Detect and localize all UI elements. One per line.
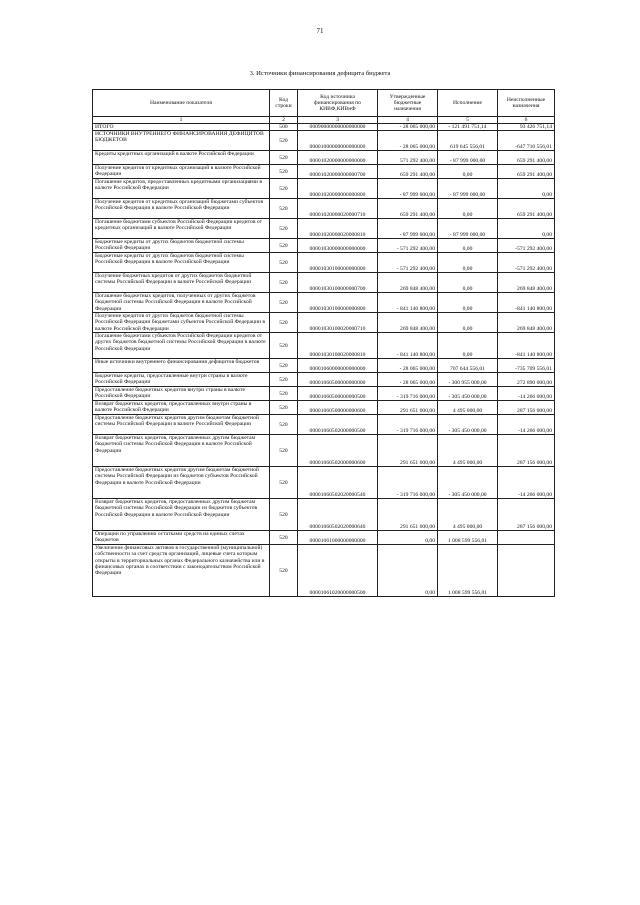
remaining-amount: -647 710 556,01 xyxy=(498,131,555,151)
remaining-amount: -735 709 556,01 xyxy=(498,359,555,373)
executed-amount: 0,00 xyxy=(438,165,498,179)
column-number: 4 xyxy=(378,117,438,124)
indicator-name: Предоставление бюджетных кредитов другим бюджетам бюджетной системы Российской Федерации в валюте Российской Федерации xyxy=(93,415,270,435)
table-row xyxy=(93,467,555,499)
indicator-name: Возврат бюджетных кредитов, предоставленных другим бюджетам бюджетной системы Российской Федерации из бюджетов субъектов Российской Федерации в валюте Российской Федерации xyxy=(93,499,270,531)
approved-amount: 659 291 400,00 xyxy=(378,199,438,219)
source-code: 00001020000020000810 xyxy=(298,219,378,239)
table-row xyxy=(93,531,555,545)
table-row xyxy=(93,401,555,415)
source-code: 00001060000000000000 xyxy=(298,359,378,373)
source-code: 00001030100000000700 xyxy=(298,273,378,293)
remaining-amount: 659 291 400,00 xyxy=(498,199,555,219)
line-code: 520 xyxy=(270,151,298,165)
header-row xyxy=(93,90,555,117)
executed-amount: 4 495 000,00 xyxy=(438,499,498,531)
indicator-name: Увеличение финансовых активов в государственной (муниципальной) собственности за счет средств организаций, лицевые счета которым открыты в территориальных органах Федерального казначейства или в финансовых органах в соответствии с законодательством Российской Федерации xyxy=(93,545,270,597)
section-title: 3. Источники финансирования дефицита бюджета xyxy=(249,70,391,77)
table-row xyxy=(93,165,555,179)
remaining-amount: -571 292 400,00 xyxy=(498,253,555,273)
remaining-amount: 269 848 400,00 xyxy=(498,273,555,293)
executed-amount: - 305 450 000,00 xyxy=(438,387,498,401)
page-number: 71 xyxy=(316,27,324,35)
source-code: 00001060500000000600 xyxy=(298,401,378,415)
table-body xyxy=(93,124,555,597)
source-code: 00001061000000000000 xyxy=(298,531,378,545)
remaining-amount: -841 140 800,00 xyxy=(498,333,555,359)
table-row xyxy=(93,415,555,435)
approved-amount: - 841 140 800,00 xyxy=(378,293,438,313)
remaining-amount xyxy=(498,531,555,545)
indicator-name: Бюджетные кредиты от других бюджетов бюджетной системы Российской Федерации в валюте Российской Федерации xyxy=(93,253,270,273)
indicator-name: Погашение бюджетами субъектов Российской Федерации кредитов от кредитных организаций в валюте Российской Федерации xyxy=(93,219,270,239)
indicator-name: ИТОГО xyxy=(93,124,270,131)
remaining-amount: -14 266 000,00 xyxy=(498,415,555,435)
line-code: 520 xyxy=(270,435,298,467)
line-code: 520 xyxy=(270,415,298,435)
source-code: 00001030100020000810 xyxy=(298,333,378,359)
header-remaining: Неисполненные назначения xyxy=(498,90,555,117)
column-number: 5 xyxy=(438,117,498,124)
executed-amount: - 87 999 000,00 xyxy=(438,151,498,165)
column-number: 3 xyxy=(298,117,378,124)
indicator-name: Погашение бюджетных кредитов, полученных от других бюджетов бюджетной системы Российской Федерации в валюте Российской Федерации xyxy=(93,293,270,313)
executed-amount: - 87 999 000,00 xyxy=(438,219,498,239)
line-code: 520 xyxy=(270,401,298,415)
table-row xyxy=(93,253,555,273)
table-row xyxy=(93,219,555,239)
approved-amount: 571 292 400,00 xyxy=(378,151,438,165)
table-row xyxy=(93,239,555,253)
indicator-name: Получение кредитов от кредитных организаций бюджетами субъектов Российской Федерации в валюте Российской Федерации xyxy=(93,199,270,219)
table-row xyxy=(93,333,555,359)
remaining-amount: 0,00 xyxy=(498,179,555,199)
indicator-name: Получение бюджетных кредитов от других бюджетов бюджетной системы Российской Федерации в валюте Российской Федерации xyxy=(93,273,270,293)
source-code: 00001060502000000600 xyxy=(298,435,378,467)
executed-amount: 4 495 000,00 xyxy=(438,401,498,415)
line-code: 520 xyxy=(270,219,298,239)
line-code: 500 xyxy=(270,124,298,131)
remaining-amount: 659 291 400,00 xyxy=(498,151,555,165)
remaining-amount: 93 426 751,14 xyxy=(498,124,555,131)
header-approved: Утвержденные бюджетные назначения xyxy=(378,90,438,117)
table-row xyxy=(93,373,555,387)
executed-amount: - 300 955 000,00 xyxy=(438,373,498,387)
executed-amount: 0,00 xyxy=(438,253,498,273)
approved-amount: 291 651 000,00 xyxy=(378,401,438,415)
source-code: 00001060502000000500 xyxy=(298,415,378,435)
line-code: 520 xyxy=(270,359,298,373)
header-line-code: Код строки xyxy=(270,90,298,117)
table-row xyxy=(93,273,555,293)
approved-amount: - 87 999 000,00 xyxy=(378,219,438,239)
source-code: 00001060502020000540 xyxy=(298,467,378,499)
indicator-name: Бюджетные кредиты, предоставленные внутри страны в валюте Российской Федерации xyxy=(93,373,270,387)
table-row xyxy=(93,313,555,333)
table-row xyxy=(93,124,555,131)
table-row xyxy=(93,545,555,597)
source-code: 00001030100000000000 xyxy=(298,253,378,273)
approved-amount: 269 848 400,00 xyxy=(378,273,438,293)
indicator-name: Предоставление бюджетных кредитов другим бюджетам бюджетной системы Российской Федерации из бюджетов субъектов Российской Федерации в валюте Российской Федерации xyxy=(93,467,270,499)
budget-deficit-sources-table xyxy=(92,89,555,597)
source-code: 00001061020000000500 xyxy=(298,545,378,597)
remaining-amount: -841 140 800,00 xyxy=(498,293,555,313)
approved-amount: - 28 065 000,00 xyxy=(378,373,438,387)
indicator-name: Иные источники внутреннего финансирования дефицитов бюджетов xyxy=(93,359,270,373)
indicator-name: Бюджетные кредиты от других бюджетов бюджетной системы Российской Федерации xyxy=(93,239,270,253)
remaining-amount xyxy=(498,545,555,597)
remaining-amount: 0,00 xyxy=(498,219,555,239)
remaining-amount: 287 156 000,00 xyxy=(498,401,555,415)
column-number: 6 xyxy=(498,117,555,124)
table-row xyxy=(93,435,555,467)
approved-amount: 291 651 000,00 xyxy=(378,435,438,467)
source-code: 00001030100020000710 xyxy=(298,313,378,333)
table-row xyxy=(93,179,555,199)
header-indicator-name: Наименование показателя xyxy=(93,90,270,117)
executed-amount: 0,00 xyxy=(438,293,498,313)
approved-amount: - 571 292 400,00 xyxy=(378,253,438,273)
source-code: 00001020000000000800 xyxy=(298,179,378,199)
approved-amount: - 319 716 000,00 xyxy=(378,467,438,499)
line-code: 520 xyxy=(270,333,298,359)
executed-amount: 619 645 556,01 xyxy=(438,131,498,151)
approved-amount: - 28 065 000,00 xyxy=(378,124,438,131)
table-row xyxy=(93,359,555,373)
indicator-name: Кредиты кредитных организаций в валюте Российской Федерации xyxy=(93,151,270,165)
executed-amount: 1 008 599 556,01 xyxy=(438,545,498,597)
source-code: 00090000000000000000 xyxy=(298,124,378,131)
table-row xyxy=(93,499,555,531)
approved-amount: - 28 065 000,00 xyxy=(378,131,438,151)
approved-amount: - 28 065 000,00 xyxy=(378,359,438,373)
remaining-amount: 272 890 000,00 xyxy=(498,373,555,387)
source-code: 00001020000000000000 xyxy=(298,151,378,165)
approved-amount: 0,00 xyxy=(378,531,438,545)
remaining-amount: -571 292 400,00 xyxy=(498,239,555,253)
approved-amount: - 87 999 000,00 xyxy=(378,179,438,199)
remaining-amount: 269 848 400,00 xyxy=(498,313,555,333)
executed-amount: 0,00 xyxy=(438,313,498,333)
executed-amount: 1 008 599 556,01 xyxy=(438,531,498,545)
source-code: 00001060502020000640 xyxy=(298,499,378,531)
executed-amount: 707 644 556,01 xyxy=(438,359,498,373)
indicator-name: ИСТОЧНИКИ ВНУТРЕННЕГО ФИНАНСИРОВАНИЯ ДЕФИЦИТОВ БЮДЖЕТОВ xyxy=(93,131,270,151)
indicator-name: Погашение бюджетами субъектов Российской Федерации кредитов от других бюджетов бюджетной системы Российской Федерации в валюте Российской Федерации xyxy=(93,333,270,359)
approved-amount: - 571 292 400,00 xyxy=(378,239,438,253)
header-executed: Исполнение xyxy=(438,90,498,117)
line-code: 520 xyxy=(270,131,298,151)
executed-amount: 0,00 xyxy=(438,199,498,219)
indicator-name: Получение кредитов от кредитных организаций в валюте Российской Федерации xyxy=(93,165,270,179)
source-code: 00001060500000000000 xyxy=(298,373,378,387)
column-number: 1 xyxy=(93,117,270,124)
approved-amount: 659 291 400,00 xyxy=(378,165,438,179)
executed-amount: - 121 491 751,14 xyxy=(438,124,498,131)
source-code: 00001000000000000000 xyxy=(298,131,378,151)
indicator-name: Получение кредитов от других бюджетов бюджетной системы Российской Федерации бюджетами субъектов Российской Федерации в валюте Российской Федерации xyxy=(93,313,270,333)
column-number: 2 xyxy=(270,117,298,124)
line-code: 520 xyxy=(270,467,298,499)
executed-amount: - 87 999 000,00 xyxy=(438,179,498,199)
source-code: 00001030000000000000 xyxy=(298,239,378,253)
line-code: 520 xyxy=(270,545,298,597)
column-number-row xyxy=(93,117,555,124)
approved-amount: 269 848 400,00 xyxy=(378,313,438,333)
line-code: 520 xyxy=(270,179,298,199)
line-code: 520 xyxy=(270,165,298,179)
line-code: 520 xyxy=(270,293,298,313)
line-code: 520 xyxy=(270,387,298,401)
remaining-amount: 287 156 000,00 xyxy=(498,499,555,531)
source-code: 00001020000020000710 xyxy=(298,199,378,219)
indicator-name: Возврат бюджетных кредитов, предоставленных другим бюджетам бюджетной системы Российской Федерации в валюте Российской Федерации xyxy=(93,435,270,467)
table-row xyxy=(93,199,555,219)
line-code: 520 xyxy=(270,313,298,333)
line-code: 520 xyxy=(270,499,298,531)
line-code: 520 xyxy=(270,253,298,273)
approved-amount: - 841 140 800,00 xyxy=(378,333,438,359)
table-row xyxy=(93,293,555,313)
source-code: 00001020000000000700 xyxy=(298,165,378,179)
header-source-code: Код источника финансирования по КИВФ,КИВнФ xyxy=(298,90,378,117)
line-code: 520 xyxy=(270,373,298,387)
line-code: 520 xyxy=(270,239,298,253)
source-code: 00001060500000000500 xyxy=(298,387,378,401)
indicator-name: Предоставление бюджетных кредитов внутри страны в валюте Российской Федерации xyxy=(93,387,270,401)
remaining-amount: 287 156 000,00 xyxy=(498,435,555,467)
executed-amount: 0,00 xyxy=(438,333,498,359)
indicator-name: Погашение кредитов, предоставленных кредитными организациями в валюте Российской Федерации xyxy=(93,179,270,199)
approved-amount: 0,00 xyxy=(378,545,438,597)
executed-amount: - 305 450 000,00 xyxy=(438,415,498,435)
executed-amount: - 305 450 000,00 xyxy=(438,467,498,499)
table-row xyxy=(93,387,555,401)
approved-amount: - 319 716 000,00 xyxy=(378,387,438,401)
executed-amount: 4 495 000,00 xyxy=(438,435,498,467)
table-row xyxy=(93,151,555,165)
executed-amount: 0,00 xyxy=(438,273,498,293)
line-code: 520 xyxy=(270,273,298,293)
remaining-amount: -14 266 000,00 xyxy=(498,467,555,499)
line-code: 520 xyxy=(270,531,298,545)
indicator-name: Возврат бюджетных кредитов, предоставленных внутри страны в валюте Российской Федерации xyxy=(93,401,270,415)
approved-amount: 291 651 000,00 xyxy=(378,499,438,531)
remaining-amount: -14 266 000,00 xyxy=(498,387,555,401)
indicator-name: Операции по управлению остатками средств на единых счетах бюджетов xyxy=(93,531,270,545)
source-code: 00001030100000000800 xyxy=(298,293,378,313)
approved-amount: - 319 716 000,00 xyxy=(378,415,438,435)
remaining-amount: 659 291 400,00 xyxy=(498,165,555,179)
table-row xyxy=(93,131,555,151)
executed-amount: 0,00 xyxy=(438,239,498,253)
line-code: 520 xyxy=(270,199,298,219)
